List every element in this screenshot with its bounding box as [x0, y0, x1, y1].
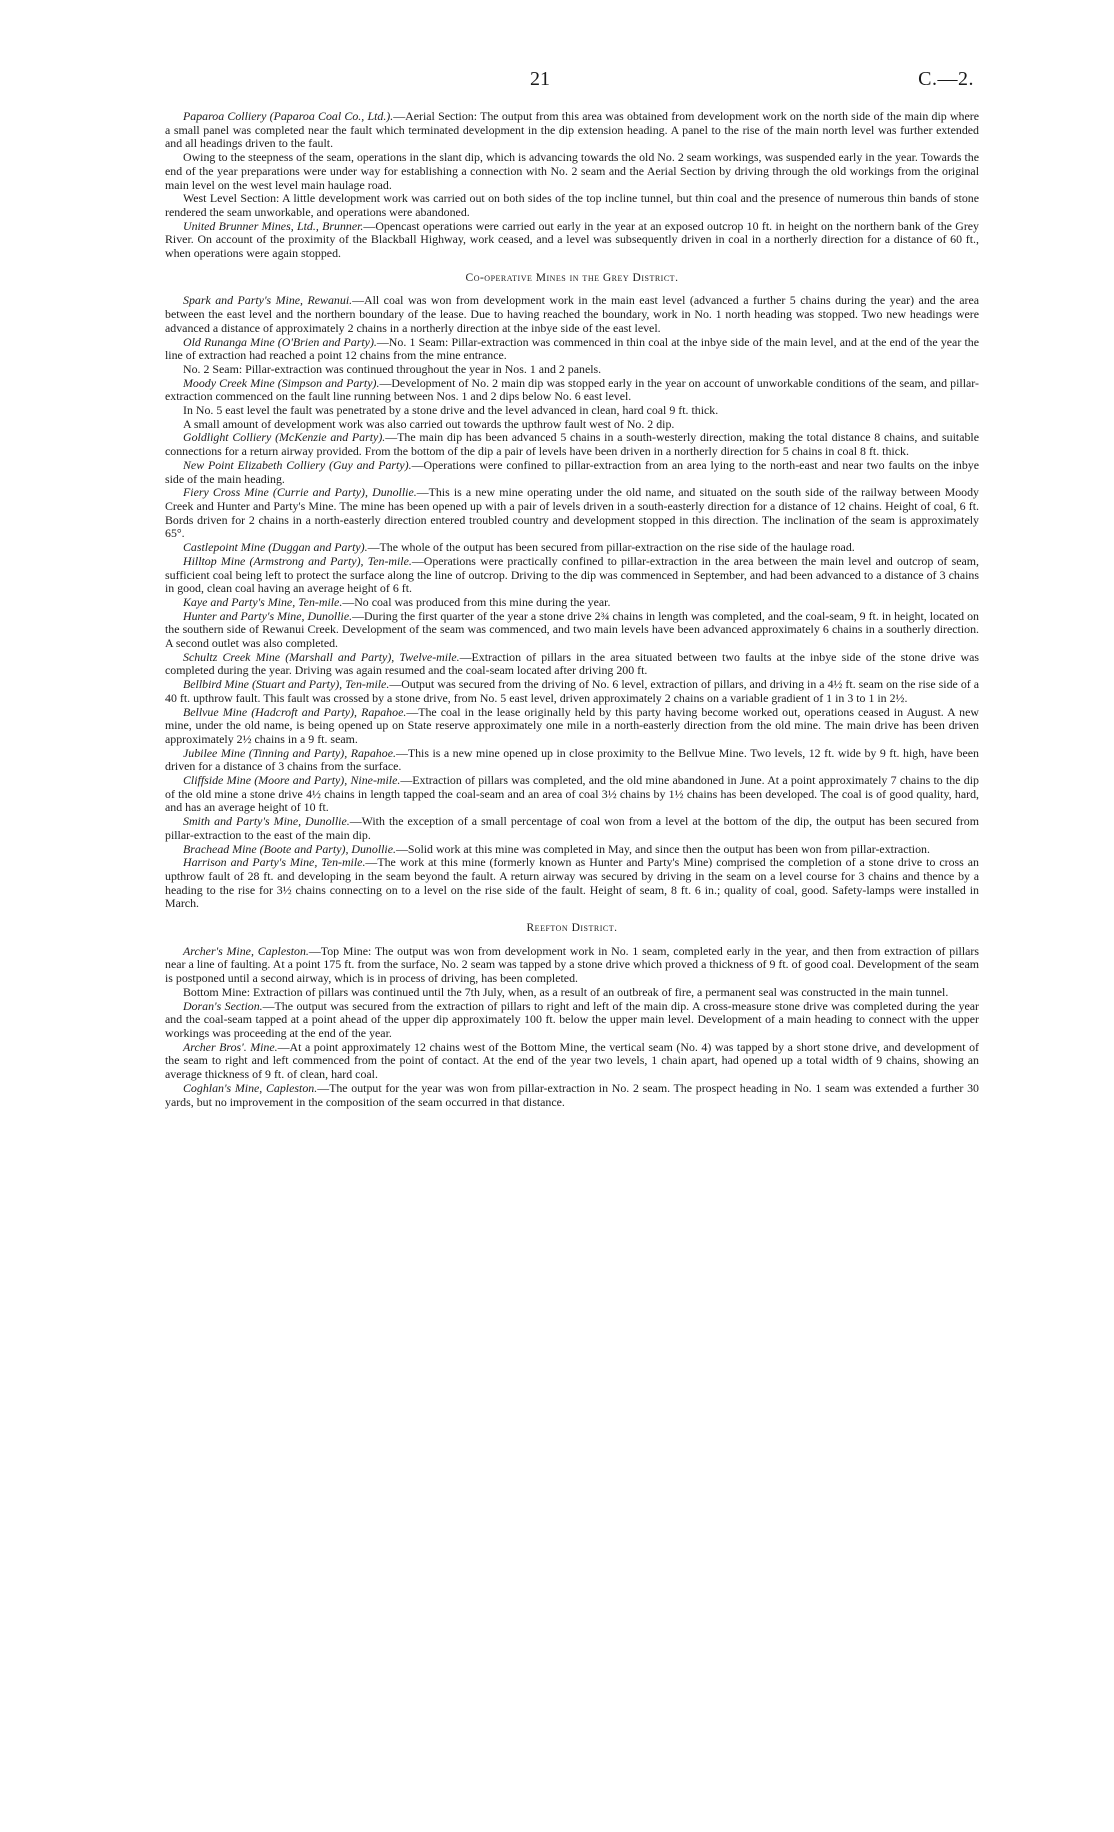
- paragraph-text: —No coal was produced from this mine during the year.: [342, 594, 611, 609]
- paragraph-text: —Operations were practically confined to pillar-extraction in the area between the main level and outcrop of seam, sufficient coal being left to protect the surface along the line of outcrop. Driving to the dip was commenced in September, and had been advanced to a distance of 3 chains in good, clean coal having an average height of 6 ft.: [165, 553, 979, 596]
- paragraph: [165, 747, 979, 774]
- mine-title: Hunter and Party's Mine, Dunollie.: [183, 608, 353, 623]
- paragraph-text: —With the exception of a small percentage of coal won from a level at the bottom of the dip, the output has been secured from pillar-extraction to the east of the main dip.: [165, 814, 979, 842]
- paragraph-text: —During the first quarter of the year a stone drive 2¾ chains in length was completed, and the coal-seam, 9 ft. in height, located on the southern side of Rewanui Creek. Development of the seam was commenced, and two main levels have been advanced approximately 6 chains in a southerly direction. A second outlet was also completed.: [165, 608, 979, 651]
- paragraph-text: —Development of No. 2 main dip was stopped early in the year on account of unworkable conditions of the seam, and pillar-extraction commenced on the fault line running between Nos. 1 and 2 dips below No. 6 east level.: [165, 375, 979, 404]
- mine-title: Coghlan's Mine, Capleston.: [183, 1080, 318, 1095]
- mine-title: Castlepoint Mine (Duggan and Party).: [183, 540, 368, 555]
- paragraph: [165, 815, 979, 842]
- paragraph: [165, 651, 979, 678]
- paragraph: [165, 678, 979, 705]
- paragraph: [165, 945, 979, 986]
- mine-title: Schultz Creek Mine (Marshall and Party), Twelve-mile.: [183, 649, 460, 664]
- paragraph: [165, 363, 979, 377]
- paragraph: [165, 555, 979, 596]
- paragraph: [165, 294, 979, 335]
- paragraph: [165, 418, 979, 432]
- paragraph-text: —The main dip has been advanced 5 chains in a south-westerly direction, making the total distance 8 chains, and suitable connections for a return airway provided. From the bottom of the dip a pair of levels have been driven in a northerly direction for 5 chains in coal 8 ft. thick.: [165, 430, 980, 459]
- paragraph-text: —Opencast operations were carried out early in the year at an exposed outcrop 10 ft. in height on the northern bank of the Grey River. On account of the proximity of the Blackball Highway, work ceased, and a level was subsequently driven in coal in a northerly direction for a distance of 60 ft., when operations were again stopped.: [165, 218, 980, 261]
- page-header: [0, 68, 1114, 92]
- mine-title: Harrison and Party's Mine, Ten-mile.: [183, 855, 366, 870]
- paragraph-text: —This is a new mine opened up in close proximity to the Bellvue Mine. Two levels, 12 ft. wide by 9 ft. high, have been driven for a distance of 3 chains from the surface.: [165, 745, 979, 774]
- paragraph-text: In No. 5 east level the fault was penetrated by a stone drive and the level advanced in clean, hard coal 9 ft. thick.: [183, 403, 719, 418]
- paragraph: [165, 986, 979, 1000]
- paragraph-text: —At a point approximately 12 chains west of the Bottom Mine, the vertical seam (No. 4) was tapped by a short stone drive, and development of the seam to right and left commenced from the point of contact. At the end of the year two levels, 1 chain apart, had opened up a total width of 9 chains, showing an average thickness of 9 ft. of clean, hard coal.: [165, 1039, 979, 1082]
- mine-title: Archer's Mine, Capleston.: [183, 943, 309, 958]
- document-reference: C.—2.: [918, 68, 974, 90]
- paragraph: [165, 1082, 979, 1109]
- paragraph-text: —This is a new mine operating under the old name, and situated on the south side of the railway between Moody Creek and Hunter and Party's Mine. The mine has been opened up with a pair of levels driven in a south-easterly direction for a distance of 12 chains. Height of coal, 6 ft. Bords driven for 2 chains in a north-easterly direction entered troubled country and development stopped in this direction. The inclination of the seam is approximately 65°.: [165, 485, 979, 541]
- paragraph: [165, 596, 979, 610]
- paragraph-text: —Operations were confined to pillar-extraction from an area lying to the north-east and near two faults on the inbye side of the main heading.: [165, 457, 979, 486]
- paragraph-text: Bottom Mine: Extraction of pillars was continued until the 7th July, when, as a result of an outbreak of fire, a permanent seal was constructed in the main tunnel.: [183, 984, 949, 999]
- paragraph: [165, 1000, 979, 1041]
- mine-title: Paparoa Colliery (Paparoa Coal Co., Ltd.).: [183, 109, 394, 123]
- paragraph: [165, 431, 979, 458]
- paragraph-text: —The work at this mine (formerly known as Hunter and Party's Mine) comprised the completion of a stone drive to cross an upthrow fault of 28 ft. and developing in the seam beyond the fault. A return airway was secured by driving in the seam on a level course for 3 chains and thence by a heading to the rise for 3½ chains connecting on to a level on the rise side of the fault. Height of seam, 8 ft. 6 in.; quality of coal, good. Safety-lamps were installed in March.: [165, 855, 979, 911]
- paragraph-text: —The whole of the output has been secured from pillar-extraction on the rise side of the haulage road.: [367, 540, 855, 555]
- paragraph-text: —No. 1 Seam: Pillar-extraction was commenced in thin coal at the inbye side of the main level, and at the end of the year the line of extraction had reached a point 12 chains from the mine entrance.: [165, 334, 980, 363]
- mine-title: Brachead Mine (Boote and Party), Dunollie.: [183, 841, 396, 856]
- mine-title: Cliffside Mine (Moore and Party), Nine-mile.: [183, 773, 401, 788]
- paragraph: [165, 856, 979, 911]
- paragraph-text: —Top Mine: The output was won from development work in No. 1 seam, completed early in the year, and then from extraction of pillars near a line of faulting. At a point 175 ft. from the surface, No. 2 seam was tapped by a stone drive which proved a thickness of 9 ft. of good coal. Development of the seam is postponed until a second airway, which is in process of driving, has been completed.: [165, 943, 979, 986]
- document-body: [165, 110, 979, 1109]
- paragraph: [165, 459, 979, 486]
- mine-title: Kaye and Party's Mine, Ten-mile.: [183, 594, 343, 609]
- paragraph-text: —The output for the year was won from pillar-extraction in No. 2 seam. The prospect heading in No. 1 seam was extended a further 30 yards, but no improvement in the composition of the seam occurred in that distance.: [165, 1080, 979, 1109]
- paragraph-text: —Extraction of pillars in the area situated between two faults at the inbye side of the stone drive was completed during the year. Driving was again resumed and the coal-seam located after driving 200 ft.: [165, 649, 979, 678]
- paragraph-text: —Solid work at this mine was completed in May, and since then the output has been won from pillar-extraction.: [396, 841, 930, 856]
- paragraph-text: —Aerial Section: The output from this area was obtained from development work on the north side of the main dip where a small panel was completed near the fault which terminated development in the dip extension heading. A panel to the rise of the main north level was further extended and all headings driven to the fault.: [165, 109, 979, 151]
- paragraph: [165, 220, 979, 261]
- paragraph: [165, 336, 979, 363]
- section-heading: Co-operative Mines in the Grey District.: [465, 271, 679, 284]
- paragraph: [165, 541, 979, 555]
- section-heading: Reefton District.: [526, 922, 618, 935]
- paragraph: [165, 486, 979, 541]
- mine-title: New Point Elizabeth Colliery (Guy and Party).: [183, 457, 412, 472]
- paragraph-text: A small amount of development work was also carried out towards the upthrow fault west of No. 2 dip.: [183, 416, 675, 431]
- mine-title: Archer Bros'. Mine.: [183, 1039, 278, 1054]
- mine-title: Moody Creek Mine (Simpson and Party).: [183, 375, 380, 390]
- mine-title: Fiery Cross Mine (Currie and Party), Dunollie.: [183, 485, 417, 500]
- mine-title: Goldlight Colliery (McKenzie and Party).: [183, 430, 386, 445]
- paragraph-text: —Extraction of pillars was completed, and the old mine abandoned in June. At a point approximately 7 chains to the dip of the old mine a stone drive 4½ chains in length tapped the coal-seam and an area of coal 3½ chains by 1½ chains has been developed. The coal is of good quality, hard, and has an average height of 10 ft.: [165, 773, 979, 815]
- paragraph: [165, 377, 979, 404]
- mine-title: Spark and Party's Mine, Rewanui.: [183, 293, 353, 308]
- paragraph: [165, 151, 979, 192]
- mine-title: Bellbird Mine (Stuart and Party), Ten-mile.: [183, 677, 390, 692]
- mine-title: Smith and Party's Mine, Dunollie.: [183, 814, 350, 829]
- mine-title: United Brunner Mines, Ltd., Brunner.: [183, 218, 364, 233]
- paragraph-text: Owing to the steepness of the seam, operations in the slant dip, which is advancing towards the old No. 2 seam workings, was suspended early in the year. Towards the end of the year preparations were under way for establishing a connection with No. 2 seam and the Aerial Section by driving through the old workings from the original main level on the west level main haulage road.: [165, 150, 979, 192]
- paragraph: [165, 110, 979, 151]
- paragraph-text: —The coal in the lease originally held by this party having become worked out, operations ceased in August. A new mine, under the old name, is being opened up on State reserve approximately one mile in a north-easterly direction from the old mine. The main drive has been driven approximately 2½ chains in a 9 ft. seam.: [165, 704, 979, 746]
- paragraph: [165, 706, 979, 747]
- paragraph: [165, 610, 979, 651]
- paragraph: [165, 1041, 979, 1082]
- paragraph-text: —Output was secured from the driving of No. 6 level, extraction of pillars, and driving in a 4½ ft. seam on the rise side of a 40 ft. upthrow fault. This fault was crossed by a stone drive, from No. 5 east level, driven approximately 2 chains on a variable gradient of 1 in 3 to 1 in 2½.: [165, 677, 979, 705]
- paragraph: [165, 774, 979, 815]
- paragraph: [165, 843, 979, 857]
- page-number: 21: [530, 68, 550, 90]
- mine-title: Doran's Section.: [183, 998, 263, 1013]
- mine-title: Hilltop Mine (Armstrong and Party), Ten-mile.: [183, 553, 412, 568]
- paragraph-text: No. 2 Seam: Pillar-extraction was continued throughout the year in Nos. 1 and 2 panels.: [183, 361, 602, 376]
- paragraph-text: —All coal was won from development work in the main east level (advanced a further 5 chains during the year) and the area between the east level and the northern boundary of the lease. Due to having reached the boundary, work in No. 1 north heading was stopped. Two new headings were advanced a distance of approximately 2 chains in a northerly direction at the inbye side of the east level.: [165, 293, 979, 335]
- paragraph-text: West Level Section: A little development work was carried out on both sides of the top incline tunnel, but thin coal and the presence of numerous thin bands of stone rendered the seam unworkable, and operations were abandoned.: [165, 191, 979, 219]
- paragraph: [165, 192, 979, 219]
- paragraph-text: —The output was secured from the extraction of pillars to right and left of the main dip. A cross-measure stone drive was completed during the year and the coal-seam tapped at a point ahead of the upper dip approximately 100 ft. below the upper main level. Development of a main heading to connect with the upper workings was proceeding at the end of the year.: [165, 998, 979, 1040]
- paragraph: [165, 404, 979, 418]
- mine-title: Old Runanga Mine (O'Brien and Party).: [183, 334, 377, 349]
- mine-title: Bellvue Mine (Hadcroft and Party), Rapahoe.: [183, 704, 407, 719]
- mine-title: Jubilee Mine (Tinning and Party), Rapahoe.: [183, 745, 396, 760]
